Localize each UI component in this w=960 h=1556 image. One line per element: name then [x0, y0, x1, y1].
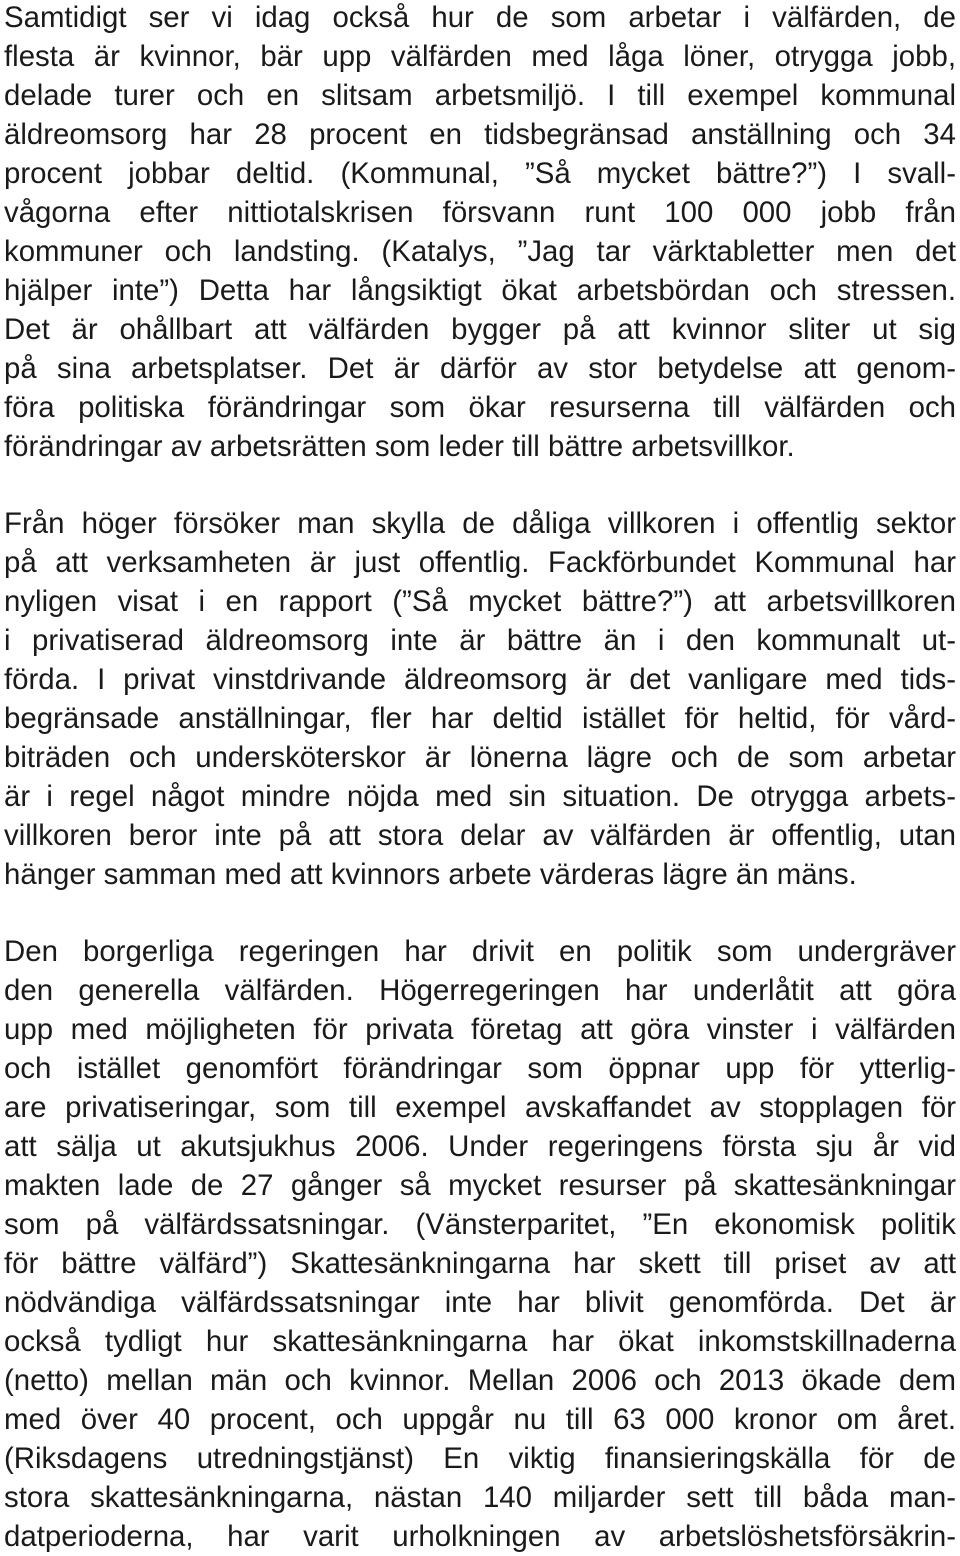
text-line: are privatiseringar, som till exempel avskaffandet av stopplagen för: [4, 1091, 956, 1124]
text-line: (netto) mellan män och kvinnor. Mellan 2006 och 2013 ökade dem: [4, 1364, 956, 1397]
text-line: förda. I privat vinstdrivande äldreomsorg är det vanligare med tids-: [4, 663, 956, 696]
text-line: att sälja ut akutsjukhus 2006. Under regeringens första sju år vid: [4, 1130, 956, 1163]
text-line: flesta är kvinnor, bär upp välfärden med låga löner, otrygga jobb,: [4, 40, 956, 73]
text-line: begränsade anställningar, fler har deltid istället för heltid, för vård-: [4, 702, 956, 735]
text-line: med över 40 procent, och uppgår nu till 63 000 kronor om året.: [4, 1403, 956, 1436]
text-line: Det är ohållbart att välfärden bygger på att kvinnor sliter ut sig: [4, 313, 956, 346]
text-line: som på välfärdssatsningar. (Vänsterparitet, ”En ekonomisk politik: [4, 1208, 956, 1241]
text-line: hjälper inte”) Detta har långsiktigt ökat arbetsbördan och stressen.: [4, 274, 956, 307]
paragraph-2: [4, 504, 956, 894]
text-line: och istället genomfört förändringar som öppnar upp för ytterlig-: [4, 1052, 956, 1085]
paragraph-spacer: [4, 466, 956, 504]
text-line: datperioderna, har varit urholkningen av arbetslöshetsförsäkrin-: [4, 1520, 956, 1553]
text-line: upp med möjligheten för privata företag att göra vinster i välfärden: [4, 1013, 956, 1046]
text-line: nyligen visat i en rapport (”Så mycket bättre?”) att arbetsvillkoren: [4, 585, 956, 618]
text-line: för bättre välfärd”) Skattesänkningarna har skett till priset av att: [4, 1247, 956, 1280]
text-line: procent jobbar deltid. (Kommunal, ”Så mycket bättre?”) I svall-: [4, 157, 956, 190]
text-line: (Riksdagens utredningstjänst) En viktig finansieringskälla för de: [4, 1442, 956, 1475]
text-line: hänger samman med att kvinnors arbete värderas lägre än mäns.: [4, 858, 857, 891]
text-line: Samtidigt ser vi idag också hur de som arbetar i välfärden, de: [4, 1, 956, 34]
text-line: förändringar av arbetsrätten som leder till bättre arbetsvillkor.: [4, 430, 795, 463]
text-line: Den borgerliga regeringen har drivit en politik som undergräver: [4, 935, 956, 968]
text-line: också tydligt hur skattesänkningarna har ökat inkomstskillnaderna: [4, 1325, 956, 1358]
text-line: på att verksamheten är just offentlig. Fackförbundet Kommunal har: [4, 546, 956, 579]
text-line: den generella välfärden. Högerregeringen har underlåtit att göra: [4, 974, 956, 1007]
text-line: på sina arbetsplatser. Det är därför av stor betydelse att genom-: [4, 352, 956, 385]
text-line: Från höger försöker man skylla de dåliga villkoren i offentlig sektor: [4, 507, 956, 540]
text-line: kommuner och landsting. (Katalys, ”Jag tar värktabletter men det: [4, 235, 956, 268]
text-line: villkoren beror inte på att stora delar av välfärden är offentlig, utan: [4, 819, 956, 852]
text-line: nödvändiga välfärdssatsningar inte har blivit genomförda. Det är: [4, 1286, 956, 1319]
text-line: vågorna efter nittiotalskrisen försvann runt 100 000 jobb från: [4, 196, 956, 229]
text-line: stora skattesänkningarna, nästan 140 miljarder sett till båda man-: [4, 1481, 956, 1514]
text-line: äldreomsorg har 28 procent en tidsbegränsad anställning och 34: [4, 118, 956, 151]
text-line: är i regel något mindre nöjda med sin situation. De otrygga arbets-: [4, 780, 956, 813]
paragraph-3: [4, 932, 956, 1556]
paragraph-spacer: [4, 894, 956, 932]
text-line: makten lade de 27 gånger så mycket resurser på skattesänkningar: [4, 1169, 956, 1202]
text-line: delade turer och en slitsam arbetsmiljö. I till exempel kommunal: [4, 79, 956, 112]
text-line: i privatiserad äldreomsorg inte är bättre än i den kommunalt ut-: [4, 624, 956, 657]
text-line: biträden och undersköterskor är lönerna lägre och de som arbetar: [4, 741, 956, 774]
text-line: föra politiska förändringar som ökar resurserna till välfärden och: [4, 391, 956, 424]
paragraph-1: [4, 0, 956, 466]
